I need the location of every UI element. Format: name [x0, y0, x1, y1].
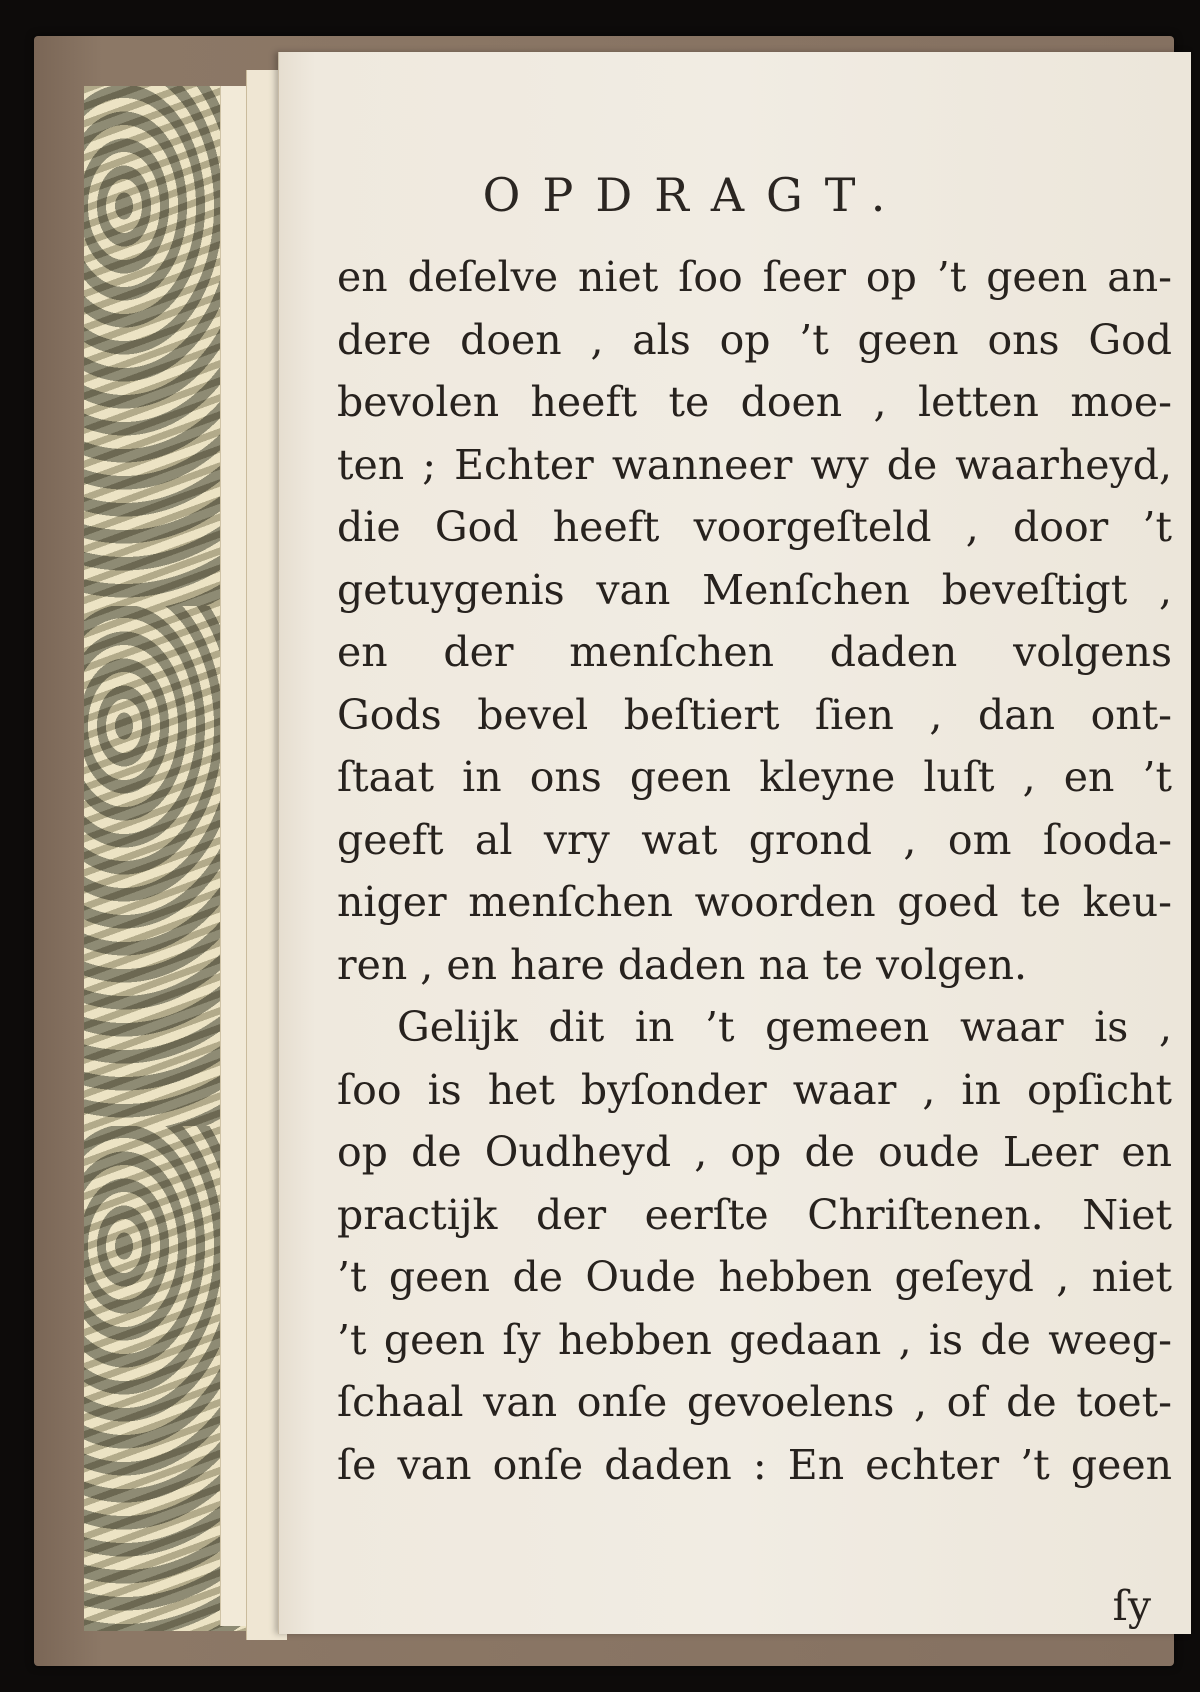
- text-line: die God heeft voorgeſteld , door ’t: [337, 503, 1172, 551]
- text-line: ſchaal van onſe gevoelens , of de toet-: [337, 1378, 1172, 1426]
- text-line: op de Oudheyd , op de oude Leer en: [337, 1128, 1172, 1176]
- text-line: ſe van onſe daden : En echter ’t geen: [337, 1440, 1172, 1489]
- text-line: dere doen , als op ’t geen ons God: [337, 315, 1172, 364]
- text-line: getuygenis van Menſchen beveſtigt ,: [337, 565, 1172, 614]
- text-line: ’t geen ſy hebben gedaan , is de weeg-: [337, 1315, 1172, 1364]
- catchword: ſy: [1112, 1582, 1151, 1630]
- text-line: ten ; Echter wanneer wy de waarheyd,: [337, 440, 1172, 489]
- text-line: ’t geen de Oude hebben geſeyd , niet: [337, 1253, 1172, 1301]
- text-line: bevolen heeft te doen , letten moe-: [337, 378, 1172, 426]
- text-block: [337, 246, 1172, 1496]
- text-line: practijk der eerſte Chriſtenen. Niet: [337, 1190, 1172, 1239]
- text-line: en deſelve niet ſoo ſeer op ’t geen an-: [337, 253, 1172, 301]
- text-line: niger menſchen woorden goed te keu-: [337, 878, 1172, 926]
- text-line: geeft al vry wat grond , om ſooda-: [337, 815, 1172, 864]
- text-line: ſtaat in ons geen kleyne luſt , en ’t: [337, 753, 1172, 801]
- running-head: OPDRAGT.: [482, 168, 908, 222]
- text-line: Gods bevel beſtiert ſien , dan ont-: [337, 690, 1172, 739]
- text-line: ſoo is het byſonder waar , in opſicht: [337, 1065, 1172, 1114]
- text-line: en der menſchen daden volgens: [337, 628, 1172, 676]
- text-line: ren , en hare daden na te volgen.: [337, 940, 1028, 989]
- book-page: [278, 52, 1191, 1634]
- text-line: Gelijk dit in ’t gemeen waar is ,: [397, 1003, 1172, 1051]
